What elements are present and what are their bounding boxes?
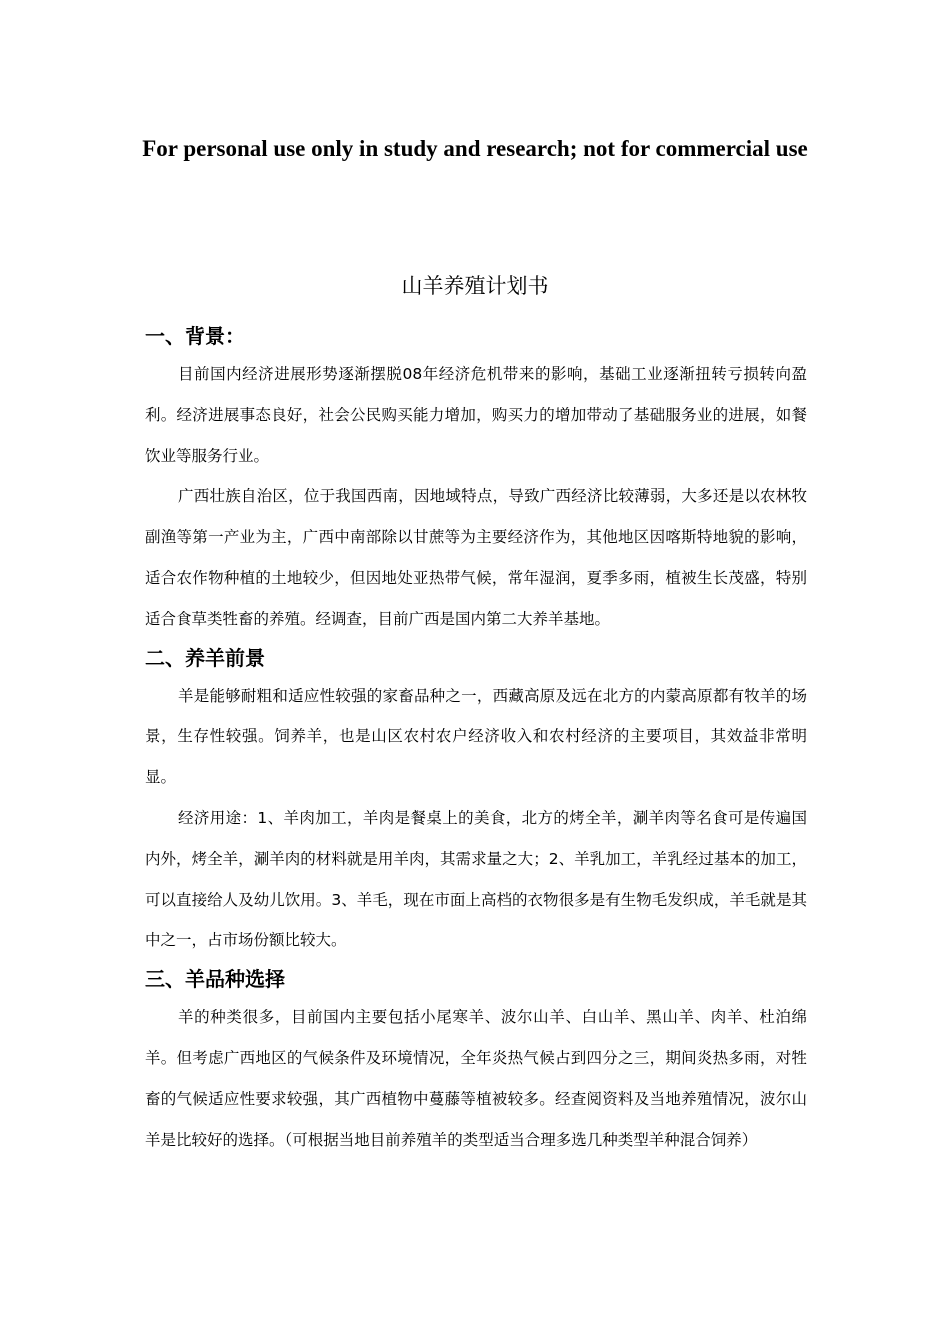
document-body [145,318,807,1160]
section-heading: 二、养羊前景 [145,645,265,670]
paragraph: 广西壮族自治区，位于我国西南，因地域特点，导致广西经济比较薄弱，大多还是以农林牧副渔等第一产业为主，广西中南部除以甘蔗等为主要经济作为，其他地区因喀斯特地貌的影响，适合农作物种植的土地较少，但因地处亚热带气候，常年湿润，夏季多雨，植被生长茂盛，特别适合食草类牲畜的养殖。经调查，目前广西是国内第二大养羊基地。 [145,487,807,628]
paragraph: 目前国内经济进展形势逐渐摆脱08年经济危机带来的影响，基础工业逐渐扭转亏损转向盈利。经济进展事态良好，社会公民购买能力增加，购买力的增加带动了基础服务业的进展，如餐饮业等服务行业。 [145,365,807,465]
section-breed-selection [145,961,807,1160]
section-heading: 三、羊品种选择 [145,967,285,992]
section-prospects [145,640,807,962]
section-background [145,318,807,640]
paragraph: 羊的种类很多，目前国内主要包括小尾寒羊、波尔山羊、白山羊、黑山羊、肉羊、杜泊绵羊。但考虑广西地区的气候条件及环境情况，全年炎热气候占到四分之三，期间炎热多雨，对牲畜的气候适应性要求较强，其广西植物中蔓藤等植被较多。经查阅资料及当地养殖情况，波尔山羊是比较好的选择。（可根据当地目前养殖羊的类型适当合理多选几种类型羊种混合饲养） [145,1008,807,1149]
section-heading: 一、背景： [145,324,245,348]
paragraph: 经济用途：1、羊肉加工，羊肉是餐桌上的美食，北方的烤全羊，涮羊肉等名食可是传遍国内外，烤全羊，涮羊肉的材料就是用羊肉，其需求量之大；2、羊乳加工，羊乳经过基本的加工，可以直接给人及幼儿饮用。3、羊毛，现在市面上高档的衣物很多是有生物毛发织成，羊毛就是其中之一，占市场份额比较大。 [145,808,807,950]
disclaimer-text: For personal use only in study and research; not for commercial use [142,136,808,161]
document-title: 山羊养殖计划书 [401,274,549,298]
paragraph: 羊是能够耐粗和适应性较强的家畜品种之一，西藏高原及远在北方的内蒙高原都有牧羊的场景，生存性较强。饲养羊，也是山区农村农户经济收入和农村经济的主要项目，其效益非常明显。 [145,686,807,787]
